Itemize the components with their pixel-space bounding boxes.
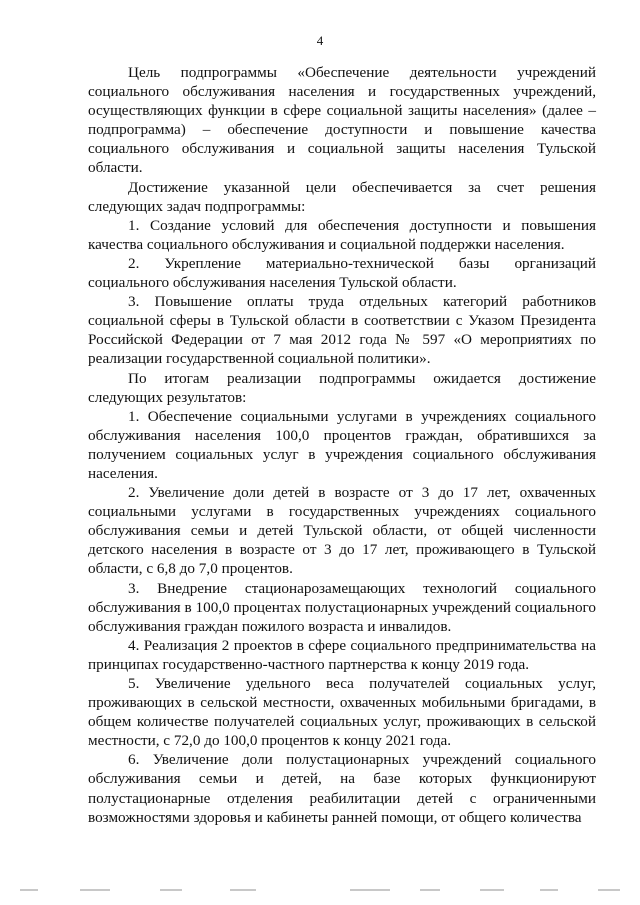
paragraph-result-1: 1. Обеспечение социальными услугами в учреждениях социального обслуживания населения 100,0 процентов граждан, обратившихся за получением социальных услуг в учреждения социального обслуживания населения. xyxy=(88,407,596,482)
paragraph-goal: Цель подпрограммы «Обеспечение деятельности учреждений социального обслуживания населения и государственных учреждений, осуществляющих функции в сфере социальной защиты населения» (далее – подпрограмма) – обеспечение доступности и повышение качества социального обслуживания и социальной защиты населения Тульской области. xyxy=(88,64,596,177)
paragraph-result-6: 6. Увеличение доли полустационарных учреждений социального обслуживания семьи и детей, на базе которых функционируют полустационарные отделения реабилитации детей с ограниченными возможностями здоровья и кабинеты ранней помощи, от общего количества xyxy=(88,751,596,826)
paragraph-task-3: 3. Повышение оплаты труда отдельных категорий работников социальной сферы в Тульской области в соответствии с Указом Президента Российской Федерации от 7 мая 2012 года № 597 «О мероприятиях по реализации государственной социальной политики». xyxy=(88,293,596,368)
document-body xyxy=(88,63,596,827)
paragraph-result-4: 4. Реализация 2 проектов в сфере социального предпринимательства на принципах государственно-частного партнерства к концу 2019 года. xyxy=(88,636,596,673)
paragraph-results-intro: По итогам реализации подпрограммы ожидается достижение следующих результатов: xyxy=(88,369,596,406)
page-number: 4 xyxy=(316,33,324,48)
paragraph-result-2: 2. Увеличение доли детей в возрасте от 3 до 17 лет, охваченных социальными услугами в государственных учреждениях социального обслуживания семьи и детей Тульской области, от общей численности детского населения в возрасте от 3 до 17 лет, проживающего в Тульской области, с 6,8 до 7,0 процентов. xyxy=(88,484,596,578)
paragraph-result-5: 5. Увеличение удельного веса получателей социальных услуг, проживающих в сельской местности, охваченных мобильными бригадами, в общем количестве получателей социальных услуг, проживающих в сельской местности, с 72,0 до 100,0 процентов к концу 2021 года. xyxy=(88,675,596,750)
paragraph-result-3: 3. Внедрение стационарозамещающих технологий социального обслуживания в 100,0 процентах полустационарных учреждений социального обслуживания граждан пожилого возраста и инвалидов. xyxy=(88,579,596,635)
paragraph-task-2: 2. Укрепление материально-технической базы организаций социального обслуживания населения Тульской области. xyxy=(88,254,596,292)
paragraph-task-1: 1. Создание условий для обеспечения доступности и повышения качества социального обслуживания и социальной поддержки населения. xyxy=(88,216,596,253)
scan-edge-artifact xyxy=(0,889,640,893)
paragraph-tasks-intro: Достижение указанной цели обеспечивается за счет решения следующих задач подпрограммы: xyxy=(88,178,596,215)
